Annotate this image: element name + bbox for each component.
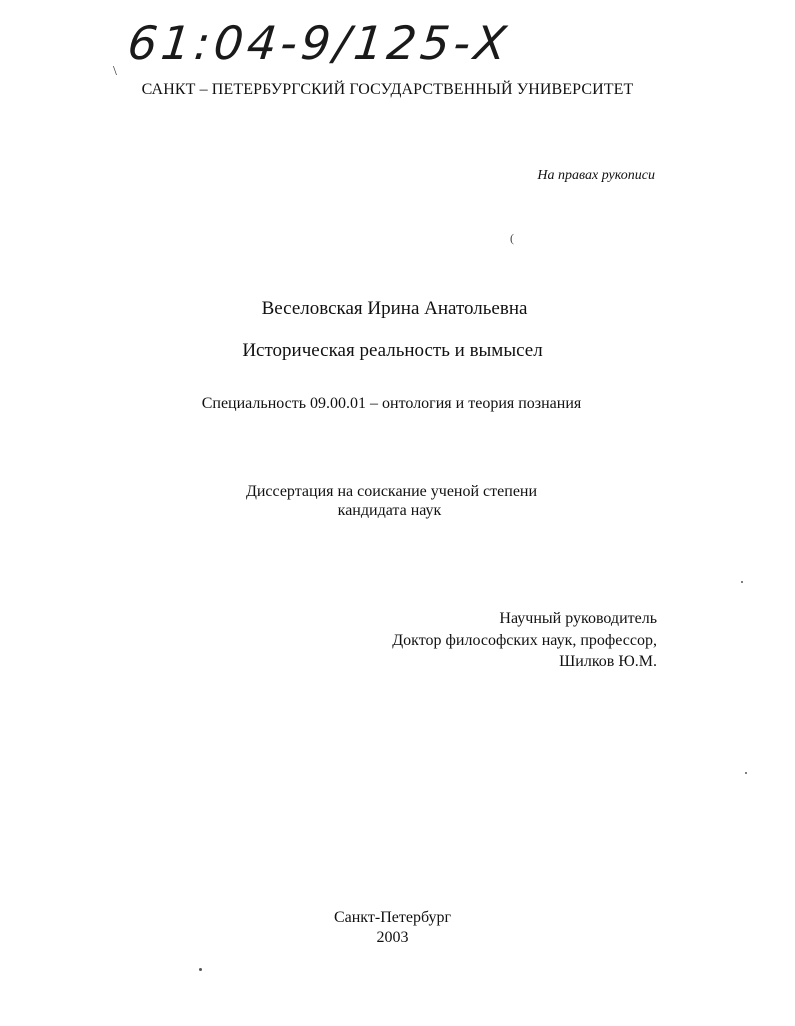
year xyxy=(0,929,795,947)
author-name-text: Веселовская Ирина Анатольевна xyxy=(261,298,528,319)
university-name-text: САНКТ – ПЕТЕРБУРГСКИЙ ГОСУДАРСТВЕННЫЙ УНИВЕРСИТЕТ xyxy=(141,81,634,98)
scan-mark: \ xyxy=(113,64,117,79)
city xyxy=(0,909,795,927)
archive-stamp: 61:04-9/125-Х xyxy=(125,16,513,70)
scan-mark: ( xyxy=(510,231,514,245)
degree-line-2-text: кандидата наук xyxy=(337,502,442,519)
university-name xyxy=(0,81,795,99)
supervisor-credentials: Доктор философских наук, профессор, xyxy=(392,632,657,649)
city-text: Санкт-Петербург xyxy=(333,909,452,926)
degree-line-1-text: Диссертация на соискание ученой степени xyxy=(245,483,538,500)
rights-note: На правах рукописи xyxy=(537,168,655,183)
degree-line-2 xyxy=(0,502,795,520)
scan-speck xyxy=(199,968,202,971)
year-text: 2003 xyxy=(376,929,409,946)
scan-speck xyxy=(745,772,747,774)
author-name xyxy=(0,298,795,320)
supervisor-name: Шилков Ю.М. xyxy=(559,653,657,670)
specialty-line xyxy=(0,395,795,413)
dissertation-title-text: Историческая реальность и вымысел xyxy=(242,340,543,361)
degree-line-1 xyxy=(0,483,795,501)
scan-speck xyxy=(741,581,743,583)
dissertation-title xyxy=(0,340,795,362)
specialty-text: Специальность 09.00.01 – онтология и теория познания xyxy=(201,395,582,412)
supervisor-role: Научный руководитель xyxy=(499,610,657,627)
